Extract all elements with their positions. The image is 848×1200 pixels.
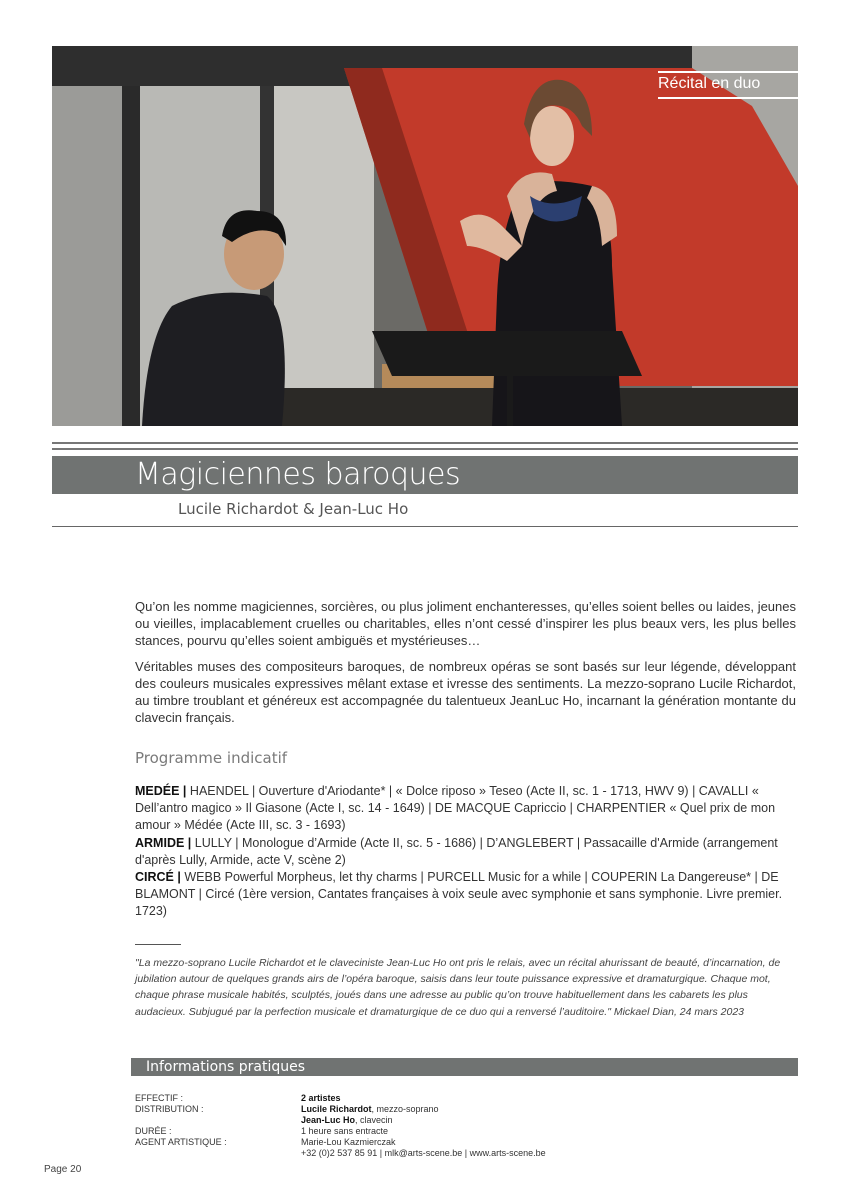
header-photo (52, 46, 798, 426)
artist-2-name: Jean-Luc Ho (301, 1115, 356, 1125)
programme-heading: Programme indicatif (135, 749, 288, 767)
programme-item-name: CIRCÉ | (135, 870, 181, 885)
distribution-artist-2 (301, 1115, 393, 1126)
subtitle-divider (52, 526, 798, 527)
programme-item-text: LULLY | Monologue d’Armide (Acte II, sc. 5 - 1686) | D’ANGLEBERT | Passacaille d'Armide (arrangement d'après Lully, Armide, acte V, scène 2) (135, 835, 778, 867)
title-band (52, 456, 798, 494)
agent-contact: +32 (0)2 537 85 91 | mlk@arts-scene.be | www.arts-scene.be (301, 1148, 546, 1158)
agent-label: AGENT ARTISTIQUE : (135, 1137, 227, 1147)
page-number: Page 20 (44, 1164, 82, 1175)
divider-top-2 (52, 448, 798, 450)
recital-tag-label: Récital en duo (658, 75, 761, 92)
page-title: Magiciennes baroques (135, 457, 461, 492)
artist-1-name: Lucile Richardot (301, 1104, 372, 1114)
programme-item (135, 869, 797, 921)
programme-item-text: WEBB Powerful Morpheus, let thy charms | PURCELL Music for a while | COUPERIN La Dangereuse* | DE BLAMONT | Circé (1ère version, Cantates françaises à voix seule avec symphonie et sans symphonie. Livre premier. 1723) (135, 870, 783, 919)
duo-performance-photo (52, 46, 798, 426)
programme-item-text: HAENDEL | Ouverture d'Ariodante* | « Dolce riposo » Teseo (Acte II, sc. 1 - 1713, HWV 9) | CAVALLI « Dell’antro magico » Il Giasone (Acte I, sc. 14 - 1649) | DE MACQUE Capriccio | CHARPENTIER « Quel prix de mon amour » Médée (Acte III, sc. 3 - 1693) (135, 784, 776, 833)
distribution-artist-1 (301, 1104, 439, 1115)
distribution-label: DISTRIBUTION : (135, 1104, 204, 1114)
effectif-value-text: 2 artistes (301, 1093, 341, 1103)
recital-tag (658, 71, 798, 99)
page-subtitle: Lucile Richardot & Jean-Luc Ho (178, 500, 409, 518)
artist-2-role: , clavecin (355, 1115, 393, 1125)
programme-item-name: ARMIDE | (135, 835, 192, 850)
duree-value: 1 heure sans entracte (301, 1126, 389, 1136)
quote-divider (135, 944, 181, 945)
info-heading: Informations pratiques (146, 1059, 306, 1075)
effectif-label: EFFECTIF : (135, 1093, 183, 1103)
programme-item (135, 835, 797, 869)
programme-item (135, 783, 797, 835)
artist-1-role: , mezzo-soprano (371, 1104, 439, 1114)
info-band (131, 1058, 798, 1076)
effectif-value (301, 1093, 341, 1104)
duree-label: DURÉE : (135, 1126, 172, 1136)
agent-name: Marie-Lou Kazmierczak (301, 1137, 396, 1147)
programme-list (135, 783, 797, 921)
divider-top-1 (52, 442, 798, 444)
intro-paragraph-1: Qu’on les nomme magiciennes, sorcières, ou plus joliment enchanteresses, qu’elles soient belles ou laides, jeunes ou vieilles, implacablement cruelles ou charitables, elles n’ont cessé d’inspirer les plus beaux vers, les plus belles stances, pourvu qu’elles soient ambiguës et mystérieuses… (135, 599, 796, 648)
press-quote: "La mezzo-soprano Lucile Richardot et le claveciniste Jean-Luc Ho ont pris le relais, avec un récital ahurissant de beauté, d’incarnation, de jubilation autour de quelques grands airs de l’opéra baroque, saisis dans leur toute puissance expressive et dramaturgique. Chaque mot, chaque phrase musicale habités, sculptés, joués dans une adresse au public qu’on trouve habituellement dans les cabarets les plus audacieux. Subjugué par la perfection musicale et dramaturgique de ce duo qui a renversé l’auditoire." Mickael Dian, 24 mars 2023 (135, 957, 781, 1018)
programme-item-name: MEDÉE | (135, 784, 187, 798)
intro-paragraph-2: Véritables muses des compositeurs baroques, de nombreux opéras se sont basés sur leur légende, développant des couleurs musicales expressives mêlant extase et ivresse des sentiments. La mezzo-soprano Lucile Richardot, au timbre troublant et généreux est accompagnée du talentueux JeanLuc Ho, incarnant la génération montante du clavecin français. (135, 659, 796, 725)
